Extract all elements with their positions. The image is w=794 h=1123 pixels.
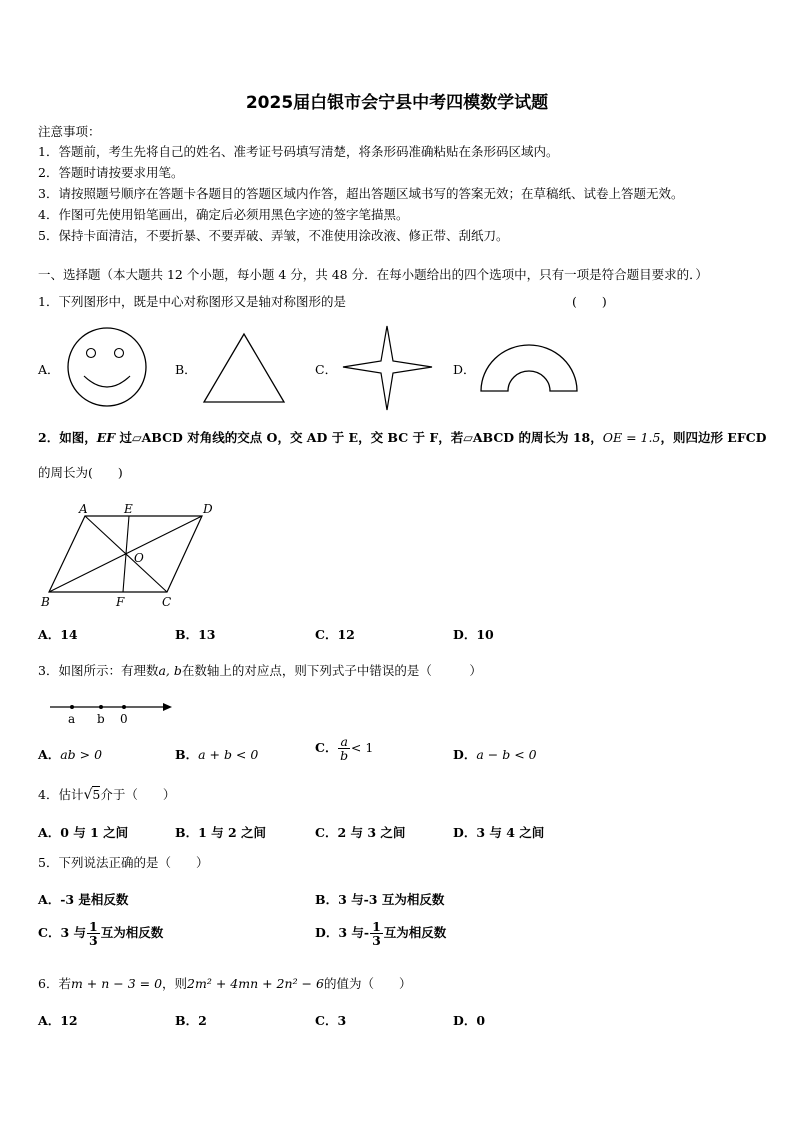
q2-stem-part: OE = 1.5 (602, 430, 661, 445)
vertex-label: B (41, 595, 50, 609)
axis-label: 0 (120, 712, 128, 726)
vertex-label: C (162, 595, 172, 609)
q4-option-b: B．1 与 2 之间 (175, 825, 267, 840)
section-heading: 一、选择题（本大题共 12 个小题，每小题 4 分，共 48 分．在每小题给出的四个选项中，只有一项是符合题目要求的．） (38, 267, 708, 282)
question-5-stem: 5．下列说法正确的是（ ） (38, 855, 209, 870)
note-item: 5．保持卡面清洁，不要折暴、不要弄破、弄皱，不准使用涂改液、修正带、刮纸刀。 (38, 228, 509, 243)
option-text: 互为相反数 (100, 925, 164, 941)
q6-stem-part: 的值为（ ） (323, 976, 412, 991)
q6-stem-part: ，则 (162, 976, 188, 991)
question-2-stem (38, 428, 766, 446)
question-6-stem (38, 974, 411, 992)
axis-label: b (97, 712, 105, 726)
vertex-label: A (79, 502, 88, 516)
fraction-den: b (340, 748, 349, 764)
q4-stem-part: 4．估计 (38, 787, 84, 802)
q1-option-a-label: A． (38, 362, 60, 377)
axis-label: a (68, 712, 76, 726)
q2-option-d: D．10 (453, 627, 494, 642)
q6-expression: 2m² + 4mn + 2n² − 6 (187, 976, 324, 991)
vertex-label: E (124, 502, 133, 516)
note-item: 2．答题时请按要求用笔。 (38, 165, 184, 180)
q2-option-b: B．13 (175, 627, 216, 642)
q5-option-d (315, 920, 446, 947)
fraction-num: 1 (89, 919, 98, 934)
q6-condition: m + n − 3 = 0 (70, 976, 163, 991)
q2-stem-part: EF (96, 430, 116, 445)
q2-option-a: A．14 (38, 627, 78, 642)
parallelogram-figure (36, 500, 226, 612)
fraction-a-over-b (338, 735, 349, 762)
q1-option-d-label: D． (453, 362, 476, 377)
q2-stem-part: 2．如图， (38, 430, 97, 445)
q5-option-c (38, 920, 163, 947)
number-line-figure (48, 698, 174, 726)
q5-option-a: A．-3 是相反数 (38, 892, 129, 907)
q4-option-a: A．0 与 1 之间 (38, 825, 129, 840)
fraction-one-third (370, 920, 383, 947)
four-point-star-figure (340, 324, 436, 412)
radicand: 5 (92, 787, 101, 802)
question-4-stem (38, 785, 175, 803)
option-expr: < 1 (350, 740, 374, 756)
fraction-den: 3 (89, 933, 98, 949)
q5-option-b: B．3 与-3 互为相反数 (315, 892, 445, 907)
q3-stem-part: 3．如图所示：有理数 (38, 663, 159, 678)
vertex-label: D (203, 502, 213, 516)
q3-option-d (453, 745, 537, 763)
option-label: D． (453, 747, 477, 762)
triangle-figure (200, 330, 288, 406)
fraction-den: 3 (372, 933, 381, 949)
notes-heading: 注意事项： (38, 124, 101, 139)
note-item: 3．请按照题号顺序在答题卡各题目的答题区域内作答，超出答题区域书写的答案无效；在草稿纸、试卷上答题无效。 (38, 186, 684, 201)
q3-option-c (315, 735, 373, 762)
q6-option-a: A．12 (38, 1013, 78, 1028)
q3-stem-vars: a, b (158, 663, 182, 678)
q6-stem-part: 6．若 (38, 976, 71, 991)
semi-ring-arch-figure (478, 342, 580, 394)
q6-option-d: D．0 (453, 1013, 486, 1028)
smiley-face-figure (66, 326, 148, 408)
option-label: A． (38, 747, 61, 762)
vertex-label: O (134, 551, 144, 565)
option-text: 互为相反数 (383, 925, 447, 941)
vertex-label: F (116, 595, 125, 609)
option-expr: ab > 0 (60, 747, 103, 762)
q2-option-c: C．12 (315, 627, 355, 642)
q3-option-a (38, 745, 102, 763)
option-label: C． (315, 740, 338, 756)
option-text: D．3 与- (315, 925, 370, 941)
question-3-stem (38, 661, 482, 679)
option-expr: a − b < 0 (476, 747, 537, 762)
q2-stem-part: ，则四边形 EFCD (660, 430, 767, 445)
q3-stem-part: 在数轴上的对应点，则下列式子中错误的是（ ） (181, 663, 482, 678)
question-1-stem: 1．下列图形中，既是中心对称图形又是轴对称图形的是 (38, 294, 346, 309)
answer-paren: ( ) (572, 294, 607, 309)
q6-option-b: B．2 (175, 1013, 207, 1028)
q6-option-c: C．3 (315, 1013, 347, 1028)
q2-stem-part: 过▱ABCD 对角线的交点 O，交 AD 于 E，交 BC 于 F，若▱ABCD 的周长为 18， (115, 430, 603, 445)
fraction-num: a (340, 734, 348, 749)
q3-option-b (175, 745, 258, 763)
page-title: 2025届白银市会宁县中考四模数学试题 (245, 93, 549, 113)
note-item: 4．作图可先使用铅笔画出，确定后必须用黑色字迹的签字笔描黑。 (38, 207, 409, 222)
q4-option-d: D．3 与 4 之间 (453, 825, 545, 840)
q4-option-c: C．2 与 3 之间 (315, 825, 406, 840)
option-label: B． (175, 747, 199, 762)
question-2-stem-line2: 的周长为( ) (38, 465, 123, 480)
sqrt-icon: √ (83, 787, 93, 803)
q4-stem-part: 介于（ ） (100, 787, 176, 802)
fraction-num: 1 (372, 919, 381, 934)
option-expr: a + b < 0 (198, 747, 259, 762)
fraction-one-third (87, 920, 100, 947)
option-text: C．3 与 (38, 925, 86, 941)
q1-option-b-label: B． (175, 362, 197, 377)
note-item: 1．答题前，考生先将自己的姓名、准考证号码填写清楚，将条形码准确粘贴在条形码区域内。 (38, 144, 559, 159)
q1-option-c-label: C． (315, 362, 338, 377)
